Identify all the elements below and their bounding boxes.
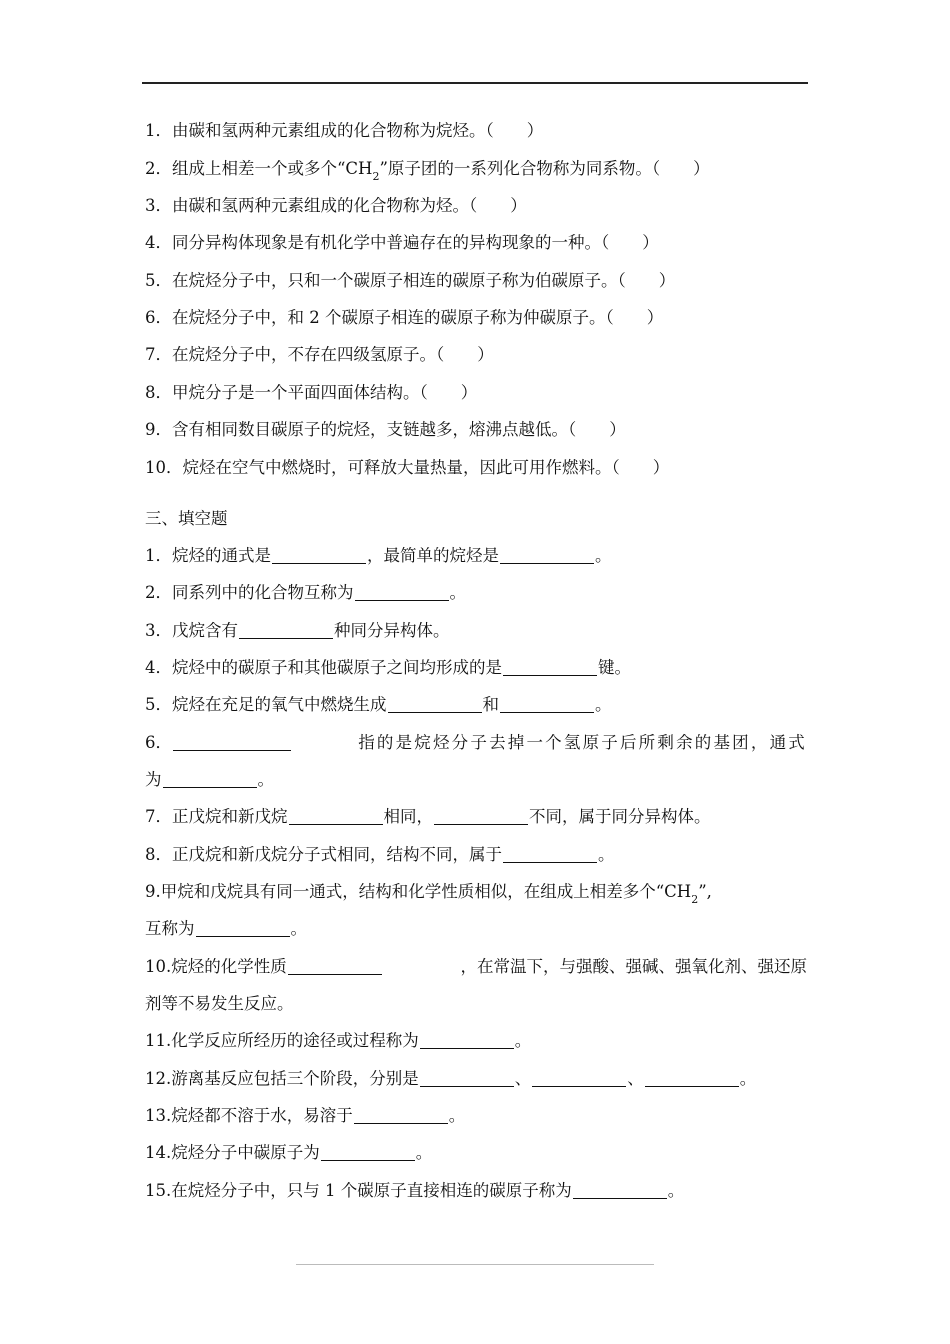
fill-q12 [145, 1069, 756, 1089]
q7-text: 7．正戊烷和新戊烷 [145, 807, 288, 826]
answer-blank[interactable] [288, 957, 382, 975]
q6-number: 6． [145, 733, 172, 752]
fill-q13 [145, 1106, 465, 1126]
answer-blank[interactable] [272, 546, 366, 564]
fill-q2 [145, 583, 466, 603]
q3-end: 种同分异构体。 [334, 621, 450, 640]
answer-blank[interactable] [573, 1181, 667, 1199]
judge-item-7: 7．在烷烃分子中，不存在四级氢原子。（ ） [145, 345, 494, 364]
q2-end: 。 [449, 583, 466, 602]
fill-q7 [145, 807, 711, 827]
fill-q15 [145, 1181, 684, 1201]
fill-q10-cont: 剂等不易发生反应。 [145, 994, 294, 1013]
q2-text: 2．同系列中的化合物互称为 [145, 583, 354, 602]
judge-item-6: 6．在烷烃分子中，和 2 个碳原子相连的碳原子称为仲碳原子。（ ） [145, 308, 664, 327]
fill-q6 [145, 733, 807, 753]
header-rule [142, 82, 808, 84]
fill-q3 [145, 621, 450, 641]
judge-item-3: 3．由碳和氢两种元素组成的化合物称为烃。（ ） [145, 196, 527, 215]
q7-end: 不同，属于同分异构体。 [529, 807, 711, 826]
answer-blank[interactable] [500, 546, 594, 564]
q8-end: 。 [598, 845, 615, 864]
subscript: 2 [691, 893, 699, 906]
answer-blank[interactable] [503, 845, 597, 863]
q12-end: 。 [739, 1069, 757, 1088]
q13-end: 。 [448, 1106, 466, 1125]
q10-start [145, 957, 383, 977]
q10-text: 10.烷烃的化学性质 [145, 957, 287, 976]
fill-q9-cont [145, 919, 307, 939]
q13-text: 13.烷烃都不溶于水，易溶于 [145, 1106, 353, 1125]
q9-text: 9.甲烷和戊烷具有同一通式，结构和化学性质相似，在组成上相差多个“CH [145, 882, 692, 901]
q11-end: 。 [514, 1031, 532, 1050]
q6-text-2: 为 [145, 770, 162, 789]
answer-blank[interactable] [420, 1069, 514, 1087]
q14-text: 14.烷烃分子中碳原子为 [145, 1143, 320, 1162]
q15-text: 15.在烷烃分子中，只与 1 个碳原子直接相连的碳原子称为 [145, 1181, 572, 1200]
answer-blank[interactable] [239, 621, 333, 639]
q10-text-2: ，在常温下，与强酸、强碱、强氧化剂、强还原 [460, 957, 807, 976]
q5-text: 5．烷烃在充足的氧气中燃烧生成 [145, 695, 387, 714]
judge-item-1: 1．由碳和氢两种元素组成的化合物称为烷烃。（ ） [145, 121, 544, 140]
q6-start [145, 733, 292, 753]
fill-q14 [145, 1143, 432, 1163]
q11-text: 11.化学反应所经历的途径或过程称为 [145, 1031, 419, 1050]
q9-text-3: 互称为 [145, 919, 195, 938]
answer-blank[interactable] [321, 1143, 415, 1161]
answer-blank[interactable] [434, 807, 528, 825]
q7-text-2: 相同， [383, 807, 433, 826]
q15-end: 。 [667, 1181, 685, 1200]
q6-end: 。 [257, 770, 274, 789]
answer-blank[interactable] [354, 1106, 448, 1124]
q1-end: 。 [595, 546, 612, 565]
q12-sep-2: 、 [627, 1069, 644, 1088]
q4-end: 键。 [598, 658, 631, 677]
judge-item-8: 8．甲烷分子是一个平面四面体结构。（ ） [145, 383, 478, 402]
answer-blank[interactable] [196, 919, 290, 937]
q9-end: 。 [290, 919, 307, 938]
answer-blank[interactable] [503, 658, 597, 676]
q1-text: 1．烷烃的通式是 [145, 546, 271, 565]
answer-blank[interactable] [645, 1069, 739, 1087]
answer-blank[interactable] [289, 807, 383, 825]
fill-q1 [145, 546, 612, 566]
fill-q9 [145, 882, 712, 910]
judge-item-10: 10．烷烃在空气中燃烧时，可释放大量热量，因此可用作燃料。（ ） [145, 458, 670, 477]
fill-q5 [145, 695, 612, 715]
answer-blank[interactable] [500, 695, 594, 713]
answer-blank[interactable] [173, 733, 291, 751]
fill-q10 [145, 957, 807, 977]
q4-text: 4．烷烃中的碳原子和其他碳原子之间均形成的是 [145, 658, 502, 677]
answer-blank[interactable] [532, 1069, 626, 1087]
fill-q8 [145, 845, 615, 865]
q6-text: 指的是烷烃分子去掉一个氢原子后所剩余的基团，通式 [358, 733, 807, 752]
answer-blank[interactable] [388, 695, 482, 713]
judge-item-4: 4．同分异构体现象是有机化学中普遍存在的异构现象的一种。（ ） [145, 233, 659, 252]
judge-item-5: 5．在烷烃分子中，只和一个碳原子相连的碳原子称为伯碳原子。（ ） [145, 271, 676, 290]
q12-sep-1: 、 [514, 1069, 532, 1088]
judge-item-2-tail: ”原子团的一系列化合物称为同系物。（ ） [379, 159, 710, 178]
judge-item-9: 9．含有相同数目碳原子的烷烃，支链越多，熔沸点越低。（ ） [145, 420, 626, 439]
answer-blank[interactable] [163, 770, 257, 788]
judge-item-2-text: 2．组成上相差一个或多个“CH [145, 159, 373, 178]
subscript: 2 [372, 170, 380, 183]
q14-end: 。 [415, 1143, 433, 1162]
fill-q11 [145, 1031, 531, 1051]
footer-rule [296, 1264, 654, 1265]
answer-blank[interactable] [420, 1031, 514, 1049]
q5-and: 和 [482, 695, 499, 714]
fill-q6-cont [145, 770, 274, 790]
fill-q4 [145, 658, 631, 678]
q9-text-2: ”, [698, 882, 712, 901]
q5-end: 。 [595, 695, 612, 714]
answer-blank[interactable] [355, 583, 449, 601]
q1-text-2: ，最简单的烷烃是 [367, 546, 499, 565]
judge-item-2 [145, 159, 710, 187]
q12-text: 12.游离基反应包括三个阶段，分别是 [145, 1069, 419, 1088]
section-heading: 三、填空题 [145, 509, 228, 528]
q3-text: 3．戊烷含有 [145, 621, 238, 640]
q8-text: 8．正戊烷和新戊烷分子式相同，结构不同，属于 [145, 845, 502, 864]
